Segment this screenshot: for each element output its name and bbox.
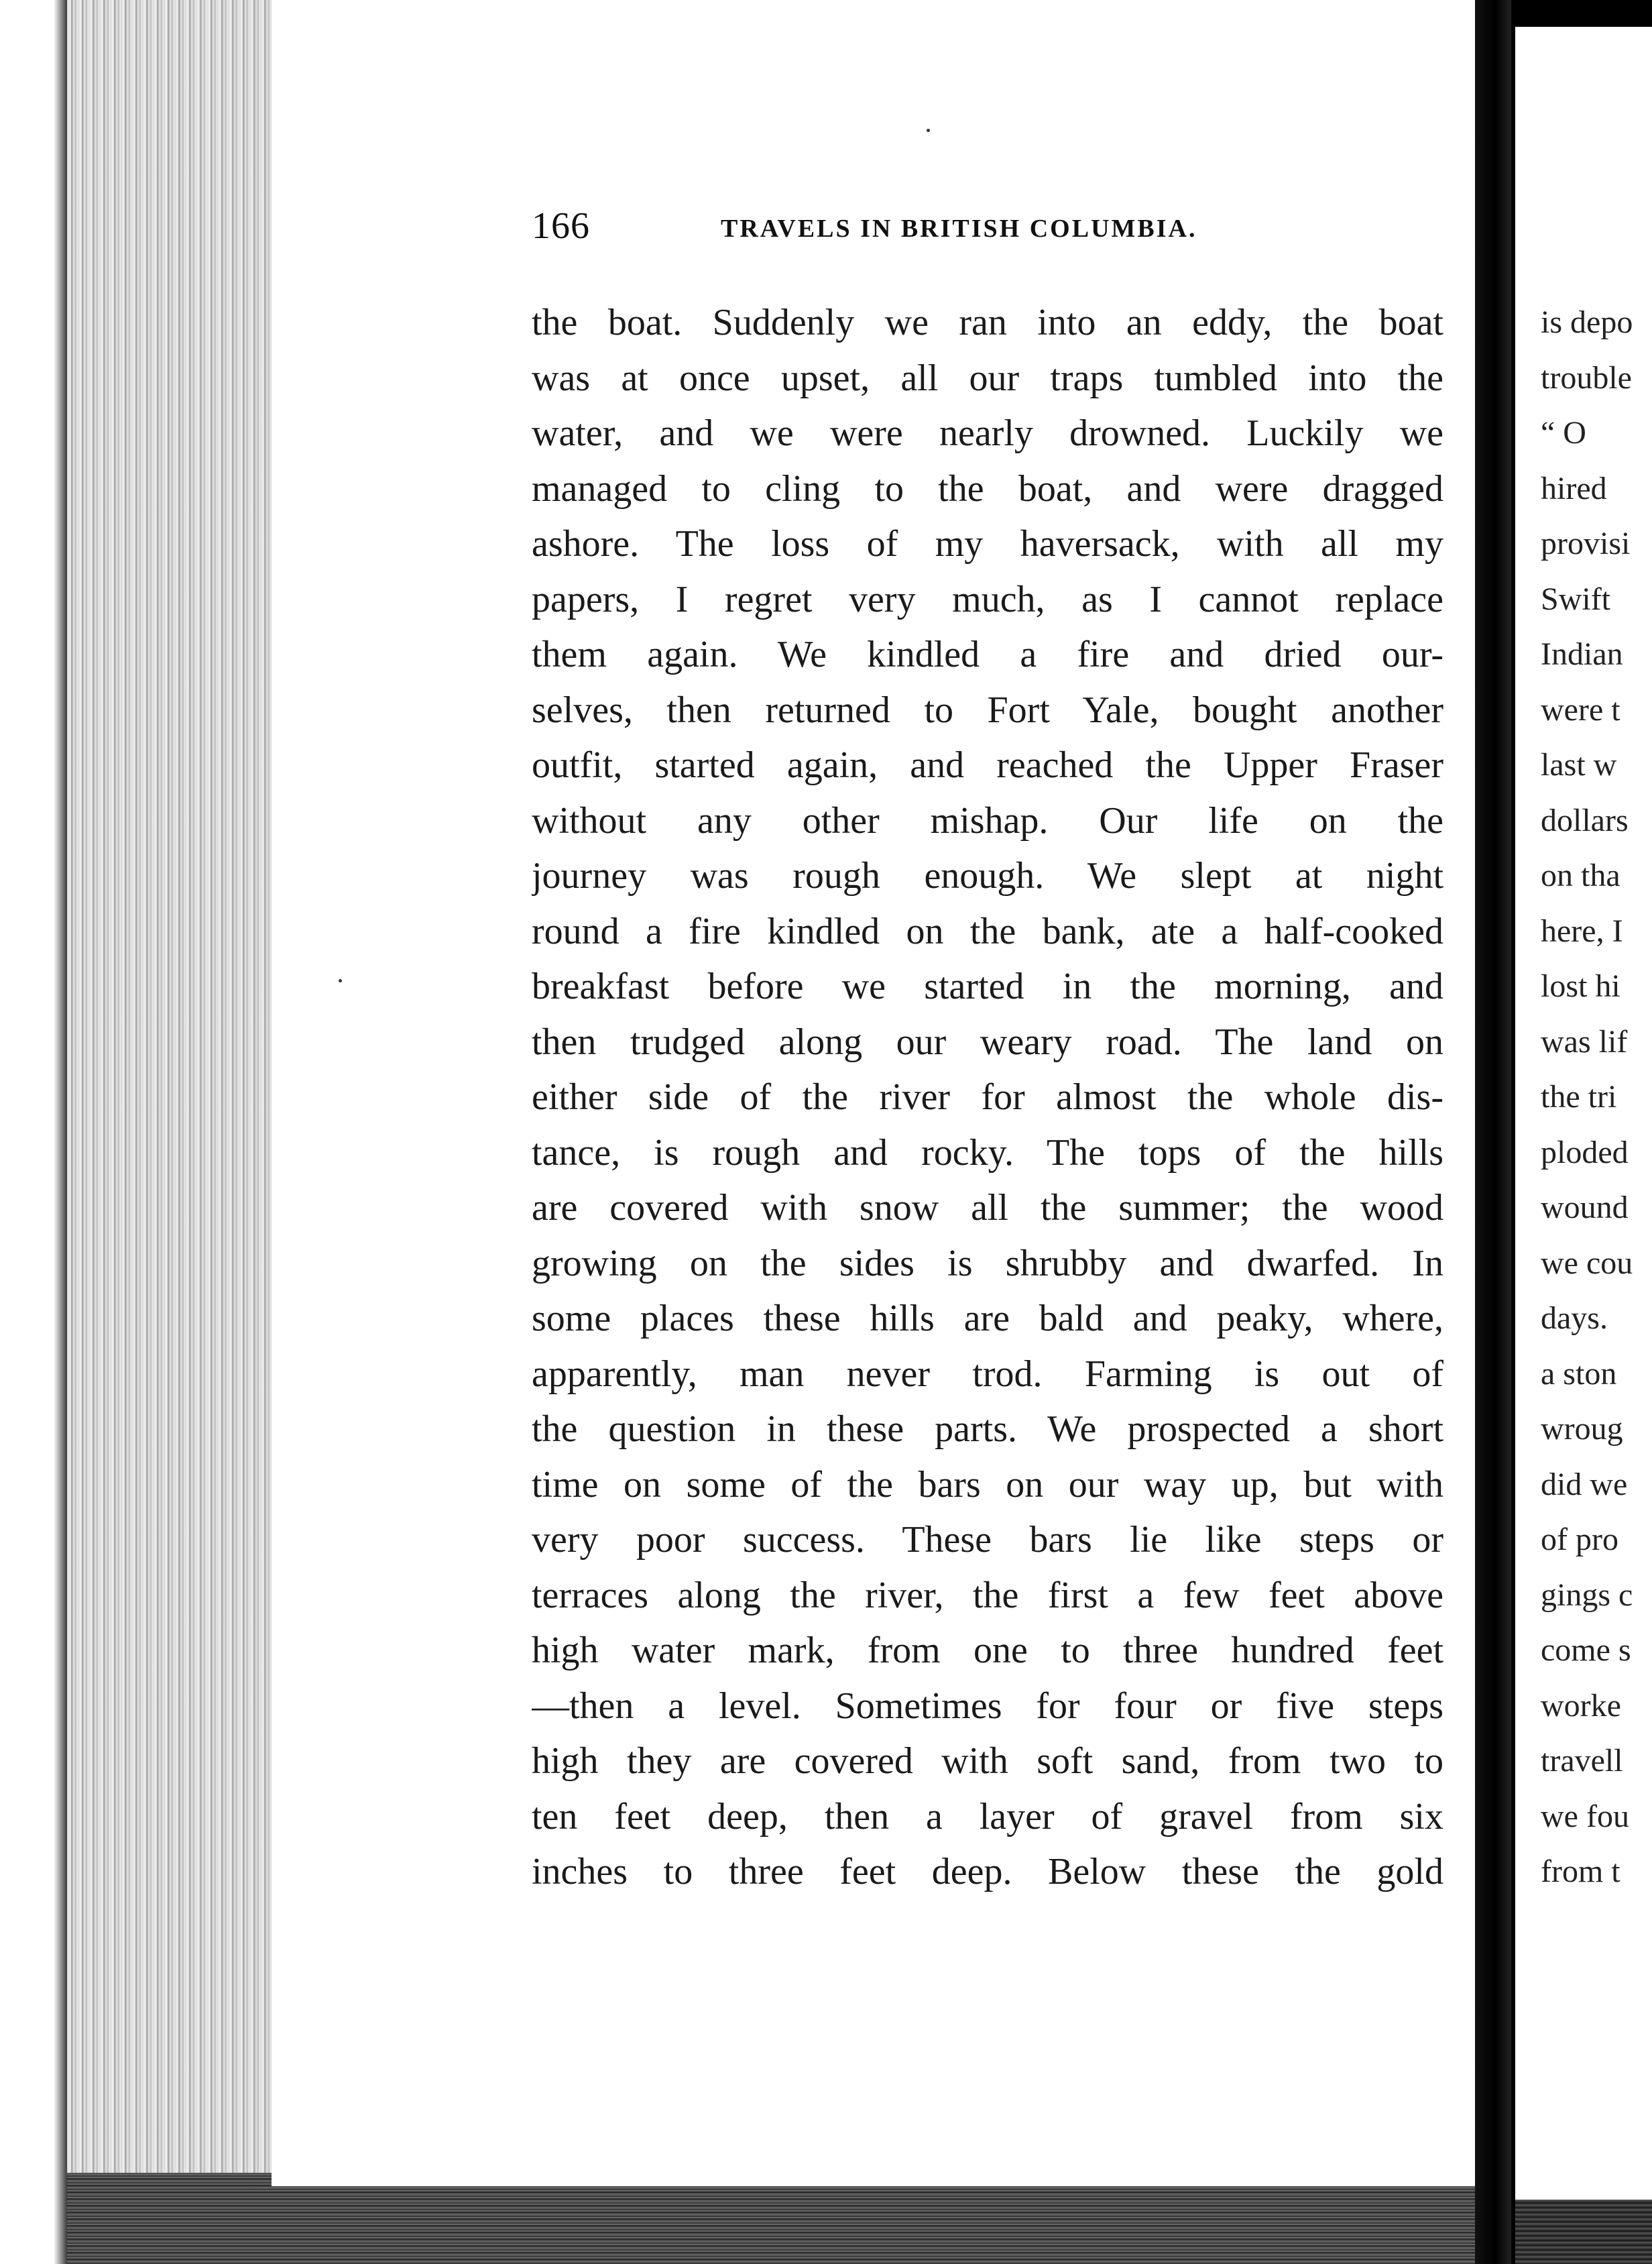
facing-page-line: was lif <box>1541 1023 1628 1060</box>
facing-page-line: from t <box>1541 1854 1620 1889</box>
facing-page-line: hired <box>1541 470 1607 506</box>
facing-page-line: were t <box>1541 691 1620 728</box>
text-line: are covered with snow all the summer; the wood <box>532 1187 1443 1229</box>
facing-page-bottom-edge <box>1515 2200 1652 2264</box>
text-line: the question in these parts. We prospected a short <box>532 1408 1443 1450</box>
paper-speck <box>927 129 930 132</box>
page-number: 166 <box>532 205 590 247</box>
text-line: water, and we were nearly drowned. Luckily we <box>532 412 1443 454</box>
facing-page-line: Indian <box>1541 636 1623 672</box>
text-line: outfit, started again, and reached the Upper Fraser <box>532 744 1443 786</box>
text-line: the boat. Suddenly we ran into an eddy, the boat <box>532 302 1443 343</box>
text-line: —then a level. Sometimes for four or five steps <box>532 1685 1443 1727</box>
text-line: high water mark, from one to three hundred feet <box>532 1630 1443 1671</box>
facing-page-line: lost hi <box>1541 968 1620 1004</box>
facing-page-line: dollars <box>1541 802 1629 838</box>
facing-page-line: trouble <box>1541 359 1632 396</box>
facing-page-line: a ston <box>1541 1355 1617 1392</box>
text-line: breakfast before we started in the morning, and <box>532 966 1443 1007</box>
text-line: time on some of the bars on our way up, but with <box>532 1463 1443 1506</box>
facing-page-line: of pro <box>1541 1522 1618 1557</box>
text-line: high they are covered with soft sand, from two to <box>532 1740 1443 1782</box>
text-line: round a fire kindled on the bank, ate a half-cooked <box>532 910 1443 952</box>
facing-page-line: did we <box>1541 1466 1628 1502</box>
page-header <box>532 205 1437 258</box>
facing-page-line: worke <box>1541 1687 1621 1723</box>
book-gutter <box>1475 0 1511 2264</box>
facing-page-line: Swift <box>1541 581 1611 617</box>
text-line: without any other mishap. Our life on the <box>532 799 1443 842</box>
text-line: tance, is rough and rocky. The tops of the hills <box>532 1131 1443 1174</box>
facing-page-line: we fou <box>1541 1798 1629 1834</box>
text-line: inches to three feet deep. Below these the gold <box>532 1851 1443 1892</box>
facing-page-line: ploded <box>1541 1134 1629 1170</box>
facing-page-line: come s <box>1541 1632 1631 1668</box>
text-line: selves, then returned to Fort Yale, bought another <box>532 689 1443 731</box>
text-line: apparently, man never trod. Farming is out of <box>532 1353 1443 1395</box>
text-line: then trudged along our weary road. The land on <box>532 1021 1443 1063</box>
facing-page-line: here, I <box>1541 913 1623 949</box>
text-line: ashore. The loss of my haversack, with all my <box>532 523 1443 565</box>
text-line: them again. We kindled a fire and dried our- <box>532 634 1443 675</box>
facing-page-top-edge <box>1515 0 1652 27</box>
text-line: growing on the sides is shrubby and dwarfed. In <box>532 1242 1443 1284</box>
facing-page-line: “ O <box>1541 415 1586 451</box>
text-line: papers, I regret very much, as I cannot replace <box>532 578 1443 620</box>
facing-page-line: the tri <box>1541 1079 1617 1115</box>
text-line: managed to cling to the boat, and were dragged <box>532 467 1443 510</box>
text-line: was at once upset, all our traps tumbled into the <box>532 357 1443 399</box>
text-line: ten feet deep, then a layer of gravel from six <box>532 1795 1443 1837</box>
facing-page-line: provisi <box>1541 526 1631 561</box>
facing-page-line: days. <box>1541 1300 1608 1336</box>
body-text <box>532 295 1443 1900</box>
facing-page-line: on tha <box>1541 858 1620 893</box>
running-head: TRAVELS IN BRITISH COLUMBIA. <box>721 215 1197 243</box>
text-line: some places these hills are bald and peaky, where, <box>532 1298 1443 1339</box>
text-line: terraces along the river, the first a few feet above <box>532 1574 1443 1616</box>
facing-page <box>1511 0 1652 2264</box>
facing-page-line: gings c <box>1541 1577 1633 1613</box>
facing-page-line: last w <box>1541 747 1617 783</box>
text-line: journey was rough enough. We slept at night <box>532 855 1443 897</box>
facing-page-line: wound <box>1541 1190 1629 1225</box>
paper-speck <box>339 979 342 982</box>
page-edges <box>67 0 275 2206</box>
text-line: either side of the river for almost the whole dis- <box>532 1076 1443 1118</box>
text-line: very poor success. These bars lie like steps or <box>532 1519 1443 1561</box>
page-edges-bottom <box>67 2173 1482 2264</box>
facing-page-line: is depo <box>1541 304 1633 340</box>
facing-page-line: travell <box>1541 1743 1623 1778</box>
facing-page-line: we cou <box>1541 1245 1633 1281</box>
facing-page-line: wroug <box>1541 1411 1623 1447</box>
